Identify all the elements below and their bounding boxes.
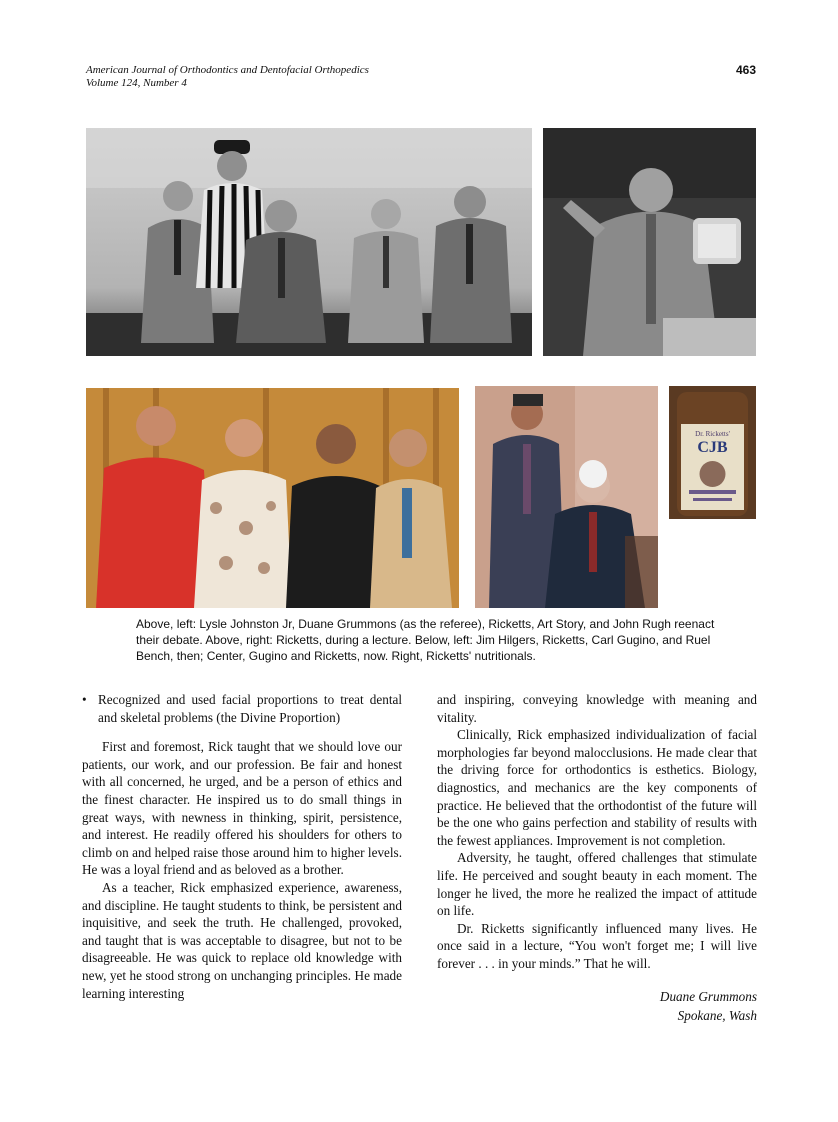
- journal-title: American Journal of Orthodontics and Dentofacial Orthopedics: [86, 64, 369, 76]
- bullet-item: [82, 691, 402, 726]
- photo-nutritionals-bottle: [669, 386, 756, 519]
- journal-volume: Volume 124, Number 4: [86, 77, 187, 89]
- running-header: [86, 64, 756, 90]
- paragraph-continuation: and inspiring, conveying knowledge with meaning and vitality.: [437, 692, 757, 725]
- figure-caption: Above, left: Lysle Johnston Jr, Duane Grummons (as the referee), Ricketts, Art Story, and John Rugh reenact their debate. Above, right: Ricketts, during a lecture. Below, left: Jim Hilgers, Ricketts, Carl Gugino, and Ruel Bench, then; Center, Gugino and Ricketts, now. Right, Ricketts' nutritionals.: [136, 617, 715, 663]
- photo-debate-reenactment: [86, 128, 532, 356]
- left-column: [82, 691, 402, 1002]
- bullet-dot: •: [82, 692, 87, 707]
- right-column: [437, 691, 757, 1025]
- bullet-text: Recognized and used facial proportions to treat dental and skeletal problems (the Divine Proportion): [98, 692, 402, 725]
- paragraph: First and foremost, Rick taught that we should love our patients, our work, and our profession. Be fair and honest with all concerned, he urged, and be a person of ethics and the finest character. He inspired us to do small things in great ways, with newness in thinking, spirit, persistence, and interest. He readily offered his shoulders for others to climb on and helped raise those around him to higher levels. He was a loyal friend and as beloved as a brother.: [82, 739, 402, 878]
- paragraph: As a teacher, Rick emphasized experience, awareness, and discipline. He taught students to think, be persistent and inquisitive, and seek the truth. He challenged, provoked, and taught that is was acceptable to disagree, but not to be disagreeable. He was quick to replace old knowledge with new, yet he stood strong on unchanging principles. He made learning interesting: [82, 879, 402, 1001]
- paragraph: Adversity, he taught, offered challenges that stimulate life. He perceived and sought beauty in each moment. The longer he lived, the more he realized the impact of attitude on life.: [437, 850, 757, 919]
- bottle-label-brand: CJB: [697, 439, 728, 456]
- page-number: 463: [735, 63, 756, 77]
- paragraph: Clinically, Rick emphasized individualization of facial morphologies far beyond malocclusions. He made clear that the driving force for orthodontics is esthetics. Biology, diagnostics, and mechanics are the key components of practice. He believed that the orthodontist of the future will be the one who gains perfection and stability of results with the fewest appliances. Improvement is not completion.: [437, 727, 757, 848]
- photo-group-then: [86, 388, 459, 608]
- photo-lecture: [543, 128, 756, 356]
- paragraph: Dr. Ricketts significantly influenced many lives. He once said in a lecture, “You won't forget me; I will live forever . . . in your minds.” That he will.: [437, 920, 757, 971]
- author-name: Duane Grummons: [659, 988, 757, 1004]
- signature: [437, 987, 757, 1025]
- bottle-label-line: Dr. Ricketts': [695, 430, 730, 438]
- photo-gugino-ricketts-now: [475, 386, 658, 608]
- author-location: Spokane, Wash: [677, 1007, 757, 1023]
